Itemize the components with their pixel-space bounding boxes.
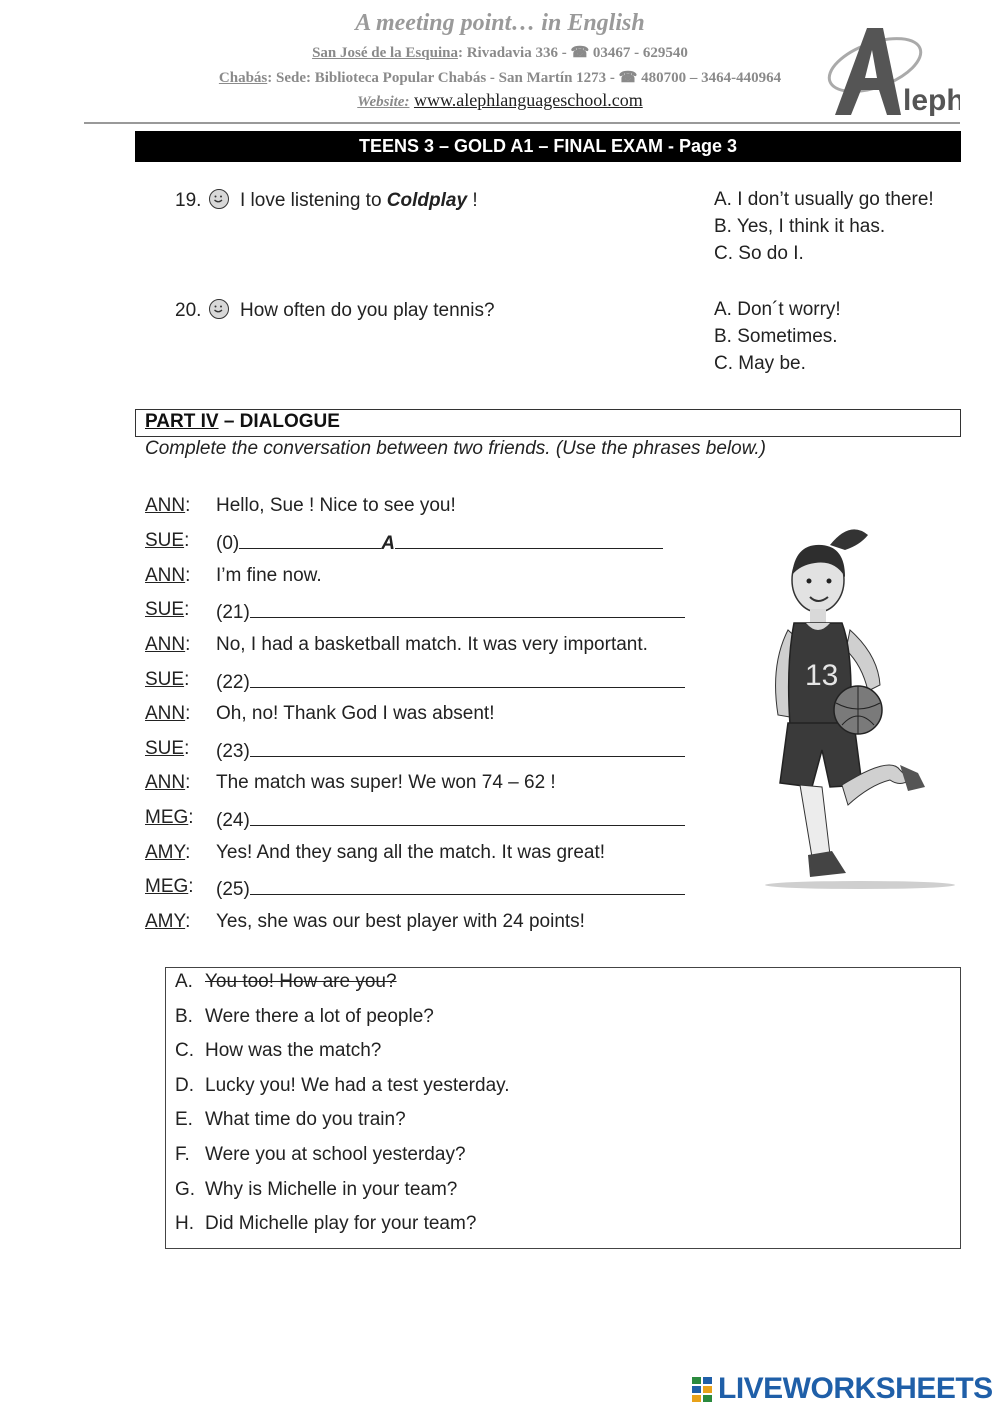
speaker: SUE: [145,669,190,690]
answer-blank[interactable] [250,807,685,826]
website-label: Website: [357,94,410,110]
website-link[interactable]: www.alephlanguageschool.com [413,90,643,110]
website-line [150,90,850,111]
smiley-icon [209,299,229,319]
question-number: 20. [175,300,202,321]
speaker: ANN: [145,703,191,724]
dialogue-blank-21: (21) [216,599,685,624]
q20-option-a[interactable]: A. Don´t worry! [714,299,841,320]
dialogue-blank-24: (24) [216,807,685,832]
liveworksheets-logo-icon [692,1377,714,1403]
phrase-item: D. Lucky you! We had a test yesterday. [175,1075,510,1096]
address-chabas [100,68,900,87]
speaker: SUE: [145,530,190,551]
exam-title-bar: TEENS 3 – GOLD A1 – FINAL EXAM - Page 3 [135,131,961,162]
question-text-end: ! [472,190,478,211]
logo-wordmark: leph [903,84,960,117]
speaker: ANN: [145,634,191,655]
part-label: PART IV [145,411,219,432]
answer-blank[interactable] [239,530,381,549]
answer-blank[interactable] [250,876,685,895]
phrase-item: A. You too! How are you? [175,971,397,992]
speaker: ANN: [145,565,191,586]
answer-blank[interactable] [250,738,685,757]
speaker: MEG: [145,876,194,897]
speaker: SUE: [145,599,190,620]
q19-option-c[interactable]: C. So do I. [714,243,804,264]
address-san-jose [150,43,850,62]
jersey-number: 13 [805,659,839,692]
dialogue-line: Hello, Sue ! Nice to see you! [216,495,456,516]
speaker: ANN: [145,772,191,793]
dialogue-line: Yes, she was our best player with 24 points! [216,911,585,932]
phrase-item: C. How was the match? [175,1040,382,1061]
speaker: AMY: [145,842,191,863]
part-heading [145,411,340,433]
dialogue-blank-22: (22) [216,669,685,694]
question-20 [175,299,495,322]
question-text: How often do you play tennis? [239,300,495,321]
basketball-player-illustration [750,525,960,895]
speaker: ANN: [145,495,191,516]
answer-blank[interactable] [395,530,663,549]
dialogue-line: No, I had a basketball match. It was very important. [216,634,648,655]
phrase-item: E. What time do you train? [175,1109,406,1130]
question-19 [175,189,478,212]
dialogue-line: I’m fine now. [216,565,322,586]
phrase-item: G. Why is Michelle in your team? [175,1179,458,1200]
chabas-details: : Sede: Biblioteca Popular Chabás - San Martín 1273 - ☎ 480700 – 3464-440964 [267,70,782,86]
dialogue-blank-23: (23) [216,738,685,763]
q19-option-a[interactable]: A. I don’t usually go there! [714,189,934,210]
q19-option-b[interactable]: B. Yes, I think it has. [714,216,886,237]
header-divider [84,122,960,124]
dialogue-line: Yes! And they sang all the match. It was great! [216,842,606,863]
san-jose-label: San José de la Esquina [312,45,458,61]
school-tagline: A meeting point… in English [355,10,645,36]
answer-blank[interactable] [250,599,685,618]
dialogue-line: The match was super! We won 74 – 62 ! [216,772,556,793]
phrase-item: H. Did Michelle play for your team? [175,1213,477,1234]
san-jose-details: : Rivadavia 336 - ☎ 03467 - 629540 [457,45,688,61]
dialogue-line: Oh, no! Thank God I was absent! [216,703,495,724]
q20-option-b[interactable]: B. Sometimes. [714,326,838,347]
phrase-item: B. Were there a lot of people? [175,1006,434,1027]
part-title: – DIALOGUE [218,411,340,432]
dialogue-blank-25: (25) [216,876,685,901]
answer-blank[interactable] [250,669,685,688]
speaker: SUE: [145,738,190,759]
speaker: AMY: [145,911,191,932]
question-band: Coldplay [386,190,468,211]
q20-option-c[interactable]: C. May be. [714,353,806,374]
question-text: I love listening to [239,190,382,211]
liveworksheets-brand[interactable]: LIVEWORKSHEETS [718,1372,993,1405]
speaker: MEG: [145,807,194,828]
chabas-label: Chabás [218,70,268,86]
dialogue-blank-0: (0) A [216,530,663,555]
phrase-item: F. Were you at school yesterday? [175,1144,466,1165]
aleph-logo [805,20,960,120]
instructions: Complete the conversation between two friends. (Use the phrases below.) [145,438,766,459]
question-number: 19. [175,190,202,211]
example-answer: A [381,533,395,554]
smiley-icon [209,189,229,209]
